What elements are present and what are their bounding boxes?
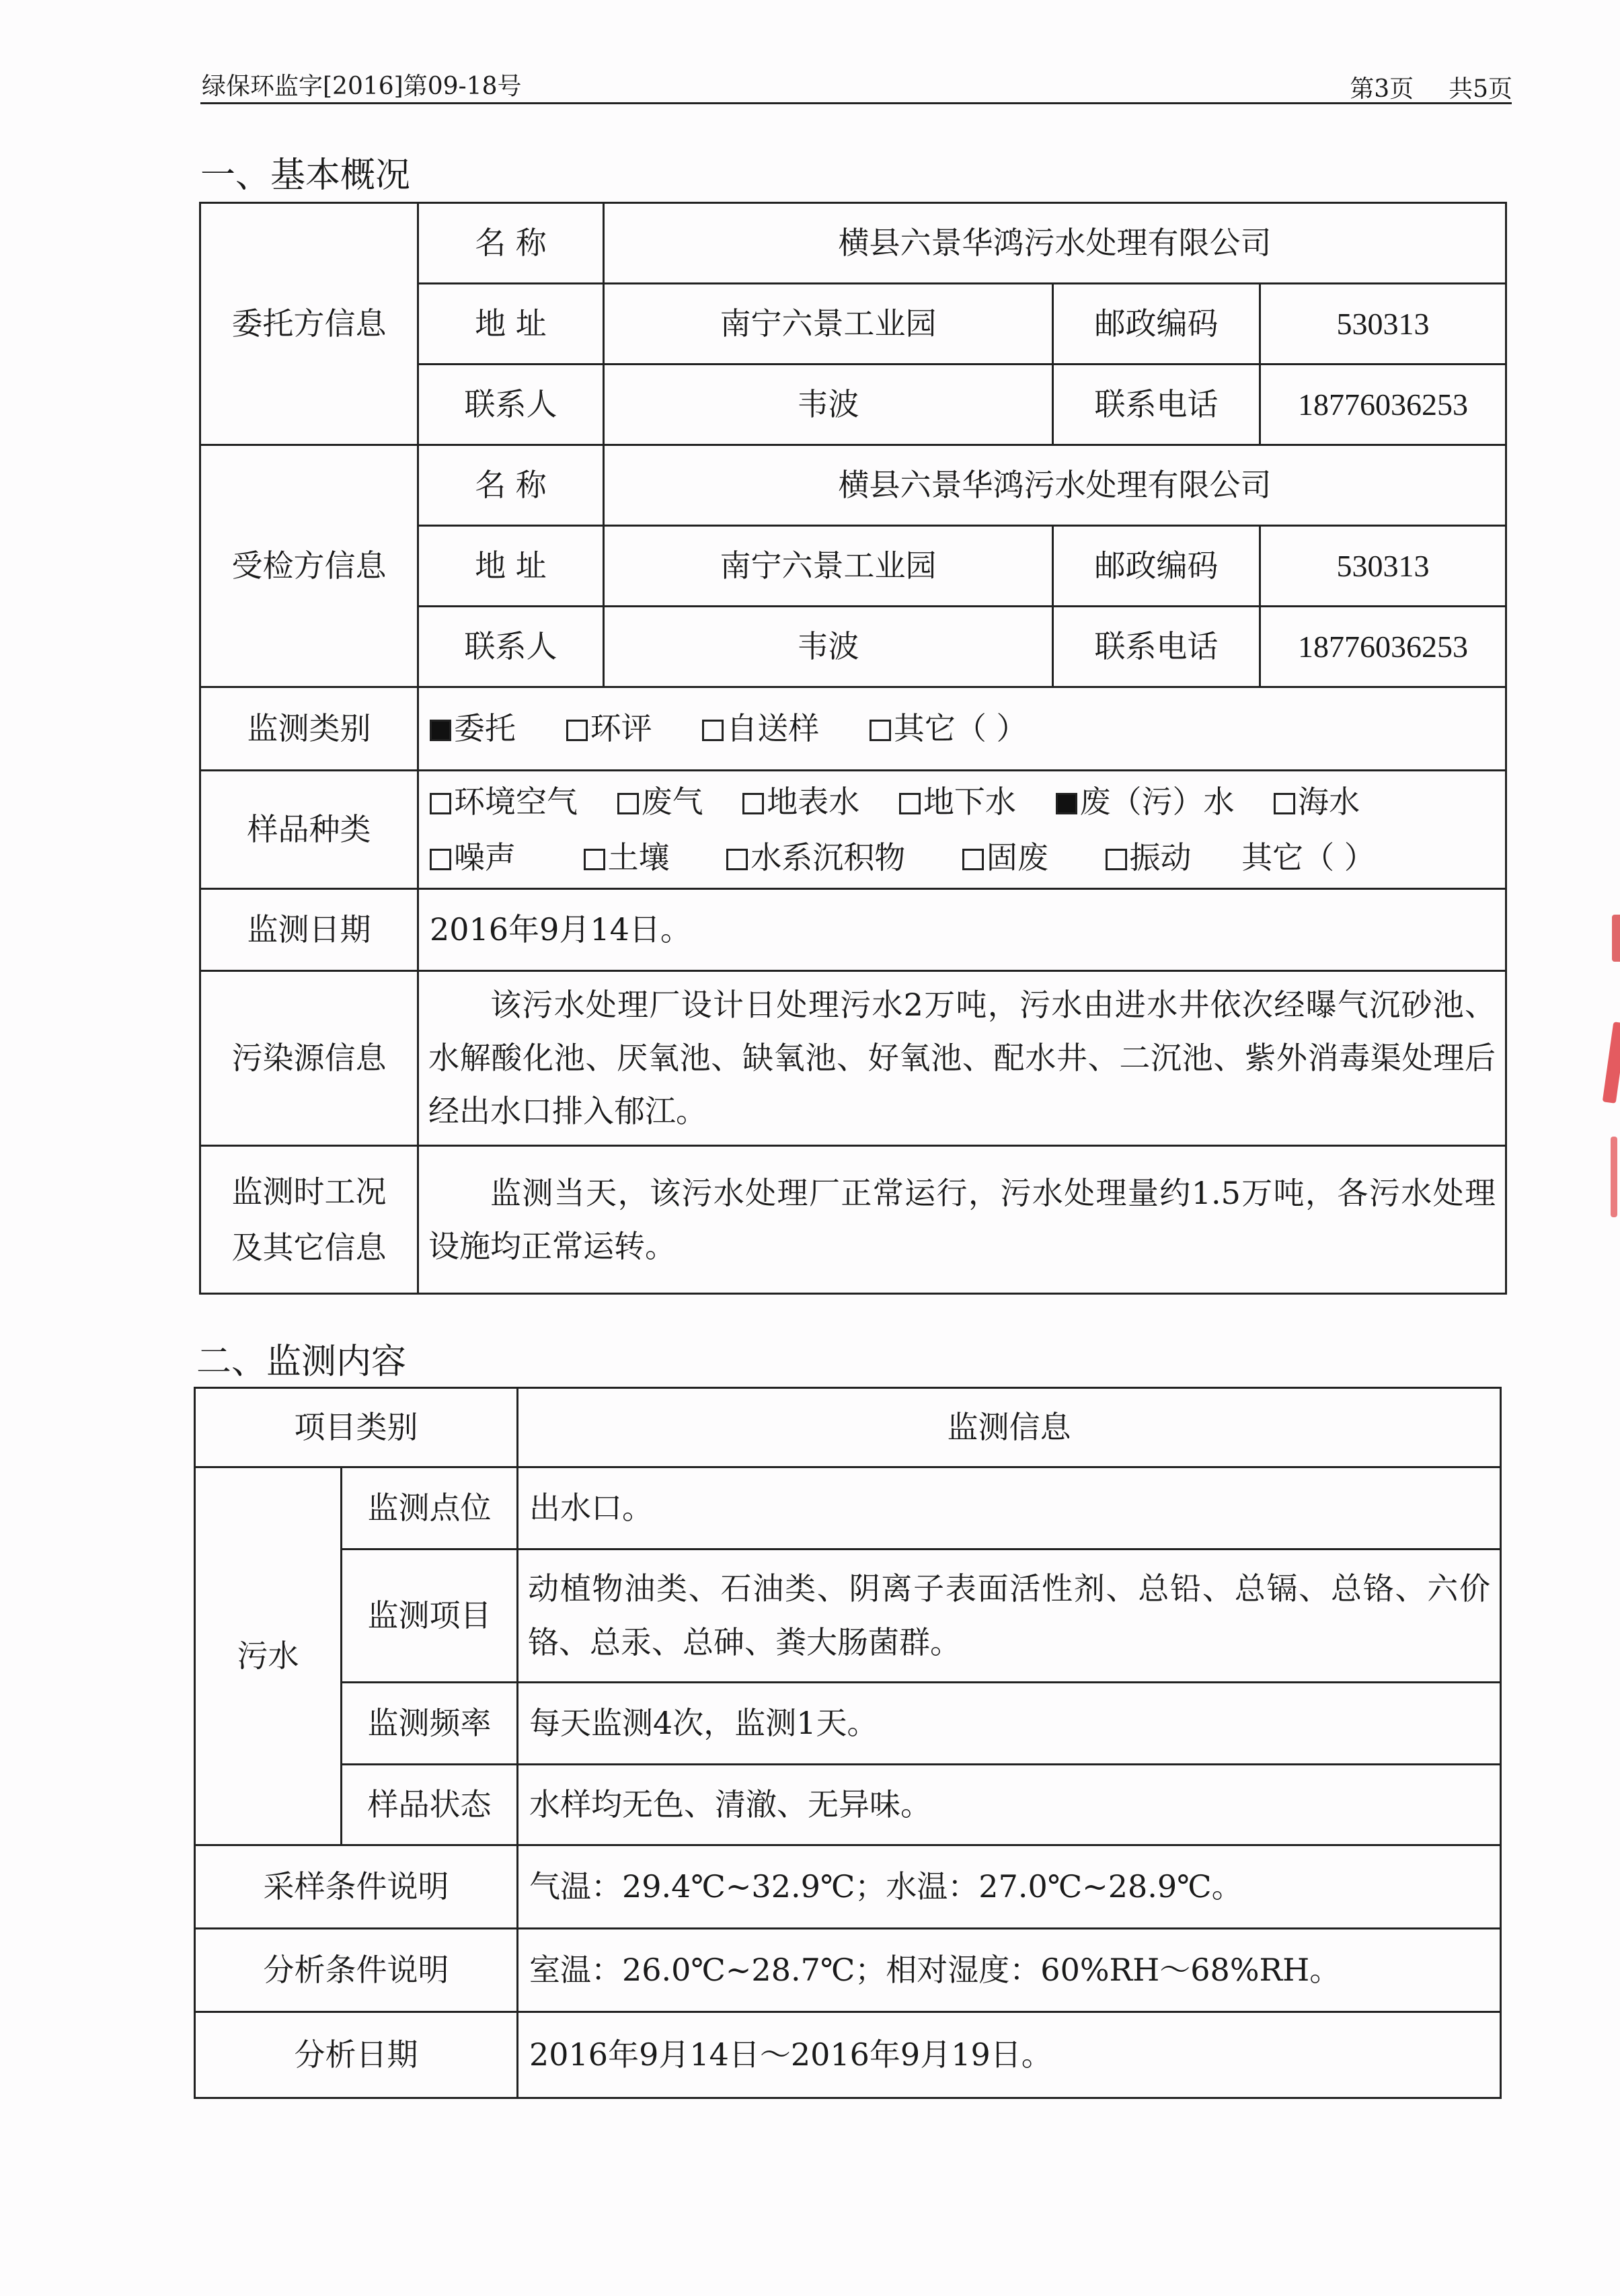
- client-contact-label: 联系人: [418, 365, 604, 445]
- sample-groundwater: 地下水: [899, 774, 1016, 830]
- detail-value: 水样均无色、清澈、无异味。: [518, 1765, 1501, 1845]
- analysis-conditions-value: 室温：26.0℃~28.7℃；相对湿度：60%RH～68%RH。: [518, 1929, 1501, 2012]
- client-group-label: 委托方信息: [200, 203, 418, 445]
- conditions-label: [200, 1146, 418, 1294]
- detail-label: 样品状态: [342, 1765, 518, 1845]
- conditions-label-line1: 监测时工况: [231, 1174, 387, 1211]
- checkbox-empty-icon: [870, 720, 891, 741]
- client-name-label: 名 称: [418, 203, 604, 284]
- inspected-name-label: 名 称: [418, 445, 604, 526]
- page-indicator: [1315, 70, 1512, 104]
- inspected-name: 横县六景华鸿污水处理有限公司: [604, 445, 1506, 526]
- checkbox-checked-icon: [1056, 793, 1077, 814]
- inspected-address: 南宁六景工业园: [604, 526, 1053, 607]
- detail-value: 动植物油类、石油类、阴离子表面活性剂、总铅、总镉、总铬、六价铬、总汞、总砷、粪大肠菌群。: [518, 1549, 1501, 1683]
- inspected-contact: 韦波: [604, 607, 1053, 687]
- stamp-fragment: [1612, 915, 1620, 962]
- sample-ambient-air: 环境空气: [430, 774, 578, 830]
- sample-type-options: [418, 771, 1506, 889]
- monitor-type-label: 监测类别: [200, 687, 418, 771]
- section1-title: 一、基本概况: [200, 155, 411, 196]
- sample-type-label: 样品种类: [200, 771, 418, 889]
- detail-label: 监测点位: [342, 1467, 518, 1549]
- basic-info-table: [199, 202, 1507, 1295]
- sample-vibration: 振动: [1106, 830, 1192, 886]
- inspected-group-label: 受检方信息: [200, 445, 418, 687]
- checkbox-empty-icon: [1106, 849, 1127, 870]
- sample-other: 其它（ ）: [1241, 839, 1375, 876]
- client-contact: 韦波: [604, 365, 1053, 445]
- monitor-type-eia: 环评: [566, 705, 652, 752]
- client-name: 横县六景华鸿污水处理有限公司: [604, 203, 1506, 284]
- checkbox-empty-icon: [617, 793, 639, 814]
- red-seal-stamp: [1603, 915, 1620, 1237]
- wastewater-label: 污水: [195, 1467, 342, 1845]
- pollution-source-label: 污染源信息: [200, 971, 418, 1146]
- checkbox-empty-icon: [584, 849, 605, 870]
- inspected-phone: 18776036253: [1260, 607, 1506, 687]
- checkbox-empty-icon: [566, 720, 588, 741]
- client-zip: 530313: [1260, 284, 1506, 365]
- category-header: 项目类别: [195, 1388, 518, 1467]
- section2-title: 二、监测内容: [196, 1342, 407, 1382]
- header-rule: [200, 102, 1512, 104]
- monitoring-content-table: [194, 1387, 1502, 2099]
- detail-value: 每天监测4次，监测1天。: [518, 1683, 1501, 1765]
- analysis-date-value: 2016年9月14日～2016年9月19日。: [518, 2012, 1501, 2098]
- client-address-label: 地 址: [418, 284, 604, 365]
- inspected-address-label: 地 址: [418, 526, 604, 607]
- info-header: 监测信息: [518, 1388, 1501, 1467]
- client-address: 南宁六景工业园: [604, 284, 1053, 365]
- page-number: 第3页: [1350, 75, 1414, 103]
- checkbox-empty-icon: [702, 720, 724, 741]
- client-phone-label: 联系电话: [1053, 365, 1260, 445]
- sample-exhaust-gas: 废气: [617, 774, 703, 830]
- conditions-text: 监测当天，该污水处理厂正常运行，污水处理量约1.5万吨，各污水处理设施均正常运转。: [418, 1146, 1506, 1294]
- checkbox-empty-icon: [726, 849, 748, 870]
- pollution-source-text: 该污水处理厂设计日处理污水2万吨，污水由进水井依次经曝气沉砂池、水解酸化池、厌氧池、缺氧池、好氧池、配水井、二沉池、紫外消毒渠处理后经出水口排入郁江。: [418, 971, 1506, 1146]
- analysis-conditions-label: 分析条件说明: [195, 1929, 518, 2012]
- monitor-type-options: [418, 687, 1506, 771]
- monitor-type-self-sample: 自送样: [702, 705, 819, 752]
- sample-solid-waste: 固废: [962, 830, 1048, 886]
- sample-type-row-1: [430, 774, 1494, 830]
- detail-value: 出水口。: [518, 1467, 1501, 1549]
- detail-label: 监测频率: [342, 1683, 518, 1765]
- checkbox-checked-icon: [430, 720, 451, 741]
- sampling-conditions-label: 采样条件说明: [195, 1845, 518, 1929]
- checkbox-empty-icon: [1274, 793, 1295, 814]
- conditions-label-line2: 及其它信息: [231, 1229, 387, 1266]
- inspected-zip-label: 邮政编码: [1053, 526, 1260, 607]
- checkbox-empty-icon: [430, 849, 451, 870]
- analysis-date-label: 分析日期: [195, 2012, 518, 2098]
- stamp-fragment: [1611, 1137, 1617, 1217]
- sample-noise: 噪声: [430, 830, 516, 886]
- inspected-phone-label: 联系电话: [1053, 607, 1260, 687]
- sample-sediment: 水系沉积物: [726, 830, 905, 886]
- checkbox-empty-icon: [430, 793, 451, 814]
- sampling-conditions-value: 气温：29.4℃~32.9℃；水温：27.0℃~28.9℃。: [518, 1845, 1501, 1929]
- monitor-date: 2016年9月14日。: [418, 889, 1506, 971]
- sample-soil: 土壤: [584, 830, 670, 886]
- monitor-type-other: 其它（ ）: [870, 705, 1028, 752]
- sample-seawater: 海水: [1274, 774, 1360, 830]
- sample-type-row-2: [430, 830, 1494, 886]
- page-total: 共5页: [1449, 75, 1512, 103]
- sample-wastewater: 废（污）水: [1056, 774, 1235, 830]
- inspected-contact-label: 联系人: [418, 607, 604, 687]
- inspected-zip: 530313: [1260, 526, 1506, 607]
- detail-label: 监测项目: [342, 1549, 518, 1683]
- checkbox-empty-icon: [742, 793, 764, 814]
- client-zip-label: 邮政编码: [1053, 284, 1260, 365]
- monitor-date-label: 监测日期: [200, 889, 418, 971]
- monitor-type-entrusted: 委托: [430, 705, 516, 752]
- sample-surface-water: 地表水: [742, 774, 859, 830]
- checkbox-empty-icon: [962, 849, 984, 870]
- stamp-fragment: [1603, 1022, 1620, 1104]
- client-phone: 18776036253: [1260, 365, 1506, 445]
- report-number: 绿保环监字[2016]第09-18号: [202, 73, 522, 100]
- checkbox-empty-icon: [899, 793, 921, 814]
